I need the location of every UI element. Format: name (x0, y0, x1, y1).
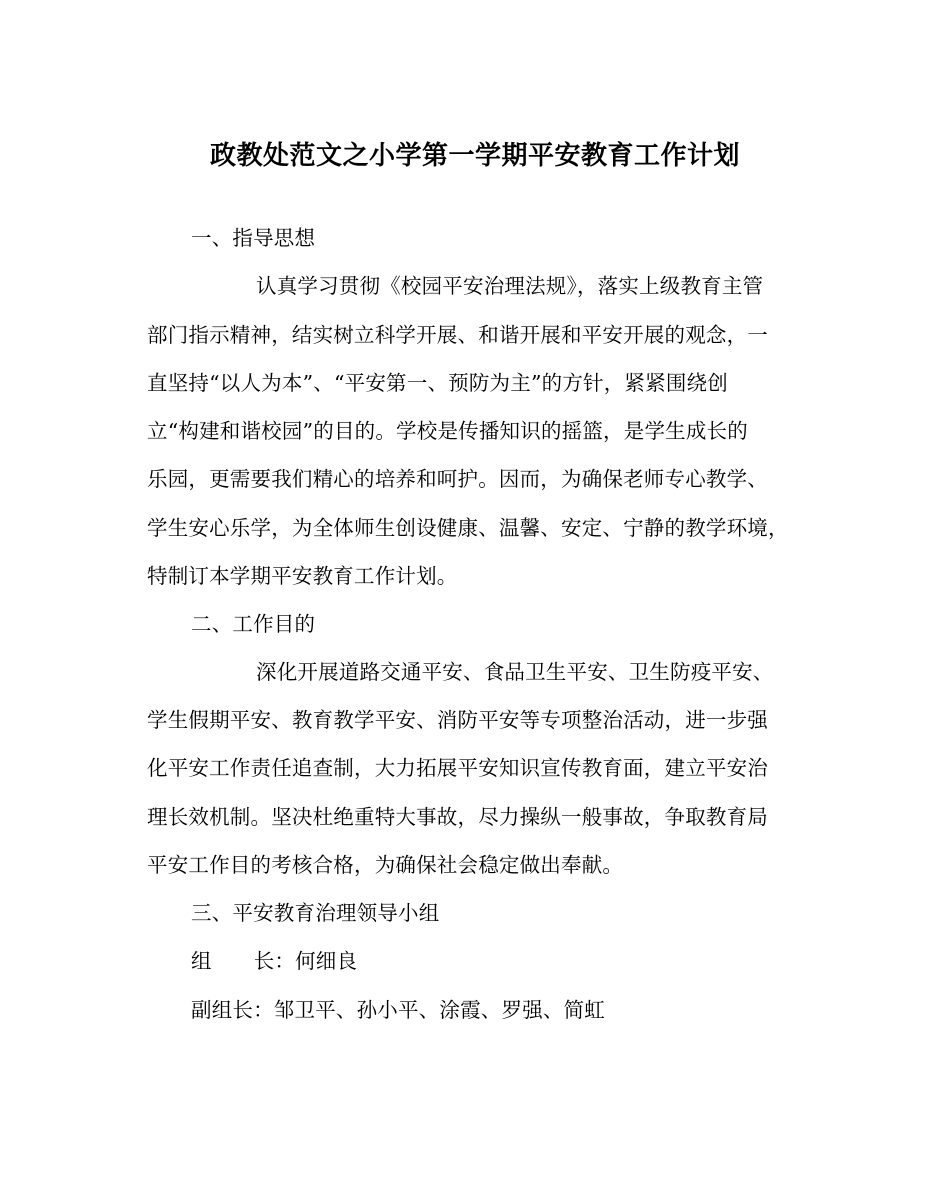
section2-line: 深化开展道路交通平安、食品卫生平安、卫生防疫平安、 (256, 660, 774, 684)
section1-line: 乐园，更需要我们精心的培养和呵护。因而，为确保老师专心教学、 (147, 467, 768, 491)
section2-line: 学生假期平安、教育教学平安、消防平安等专项整治活动，进一步强 (147, 708, 768, 732)
section2-line: 化平安工作责任追查制，大力拓展平安知识宣传教育面，建立平安治 (147, 756, 768, 780)
leader-label: 组 (191, 949, 212, 973)
section1-heading: 一、指导思想 (191, 226, 316, 250)
section1-line: 部门指示精神，结实树立科学开展、和谐开展和平安开展的观念，一 (147, 323, 768, 347)
section1-line: 立“构建和谐校园”的目的。学校是传播知识的摇篮，是学生成长的 (147, 419, 748, 443)
document-title: 政教处范文之小学第一学期平安教育工作计划 (209, 141, 740, 171)
section2-line: 理长效机制。坚决杜绝重特大事故，尽力操纵一般事故，争取教育局 (147, 805, 768, 829)
deputy-line: 副组长：邹卫平、孙小平、涂霞、罗强、简虹 (191, 998, 605, 1022)
section2-heading: 二、工作目的 (191, 612, 316, 636)
section1-line: 特制订本学期平安教育工作计划。 (147, 564, 458, 588)
section1-line: 直坚持“以人为本”、“平安第一、预防为主”的方针，紧紧围绕创 (147, 371, 728, 395)
leader-line (191, 946, 891, 976)
section1-line: 认真学习贯彻《校园平安治理法规》，落实上级教育主管 (256, 274, 764, 298)
section2-line: 平安工作目的考核合格，为确保社会稳定做出奉献。 (147, 853, 624, 877)
section1-line: 学生安心乐学，为全体师生创设健康、温馨、安定、宁静的教学环境， (147, 516, 789, 540)
leader-value: 长：何细良 (253, 949, 358, 973)
section3-heading: 三、平安教育治理领导小组 (191, 901, 440, 925)
